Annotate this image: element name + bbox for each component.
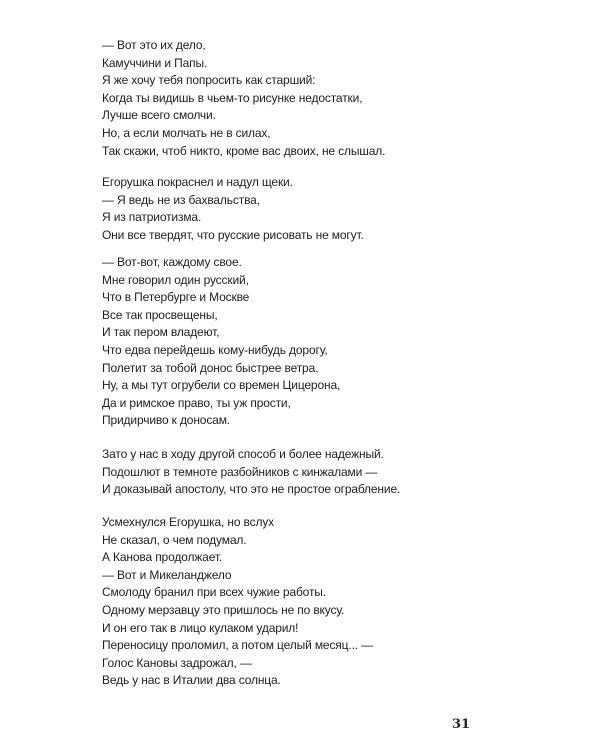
verse-line: Но, а если молчать не в силах, [102, 125, 271, 140]
verse-line: Что едва перейдешь кому-нибудь дорогу, [102, 342, 328, 357]
stanza [102, 514, 373, 690]
verse-line: — Вот это их дело, [102, 38, 206, 52]
verse-line: Придирчиво к доносам. [102, 413, 230, 428]
verse-line: Так скажи, чтоб никто, кроме вас двоих, не слышал. [102, 143, 386, 158]
page-number: 31 [452, 717, 471, 732]
verse-line: Егорушка покраснел и надул щеки. [102, 175, 293, 189]
verse-line: — Я ведь не из бахвальства, [102, 192, 260, 207]
verse-line: Голос Кановы задрожал, — [102, 655, 252, 670]
stanza [102, 254, 340, 430]
verse-line: Не сказал, о чем подумал. [102, 532, 247, 547]
stanza [102, 174, 364, 244]
verse-line: Все так просвещены, [102, 307, 218, 322]
verse-line: И он его так в лицо кулаком ударил! [102, 620, 299, 635]
verse-line: Они все твердят, что русские рисовать не могут. [102, 227, 364, 242]
verse-line: Переносицу проломил, а потом целый месяц... — [102, 638, 373, 653]
verse-line: Камуччини и Папы. [102, 55, 208, 70]
verse-line: Да и римское право, ты уж прости, [102, 395, 291, 410]
verse-line: И так пером владеют, [102, 325, 220, 340]
verse-line: Лучше всего смолчи. [102, 108, 216, 123]
verse-line: — Вот и Микеланджело [102, 567, 232, 582]
verse-line: Подошлют в темноте разбойников с кинжалами — [102, 464, 378, 479]
verse-line: Полетит за тобой донос быстрее ветра. [102, 360, 319, 375]
verse-line: Когда ты видишь в чьем-то рисунке недостатки, [102, 90, 363, 105]
verse-line: Ну, а мы тут огрубели со времен Цицерона, [102, 378, 341, 393]
verse-line: Одному мерзавцу это пришлось не по вкусу. [102, 602, 345, 617]
verse-line: Зато у нас в ходу другой способ и более надежный. [102, 447, 384, 461]
verse-line: Я из патриотизма. [102, 210, 202, 225]
verse-line: Мне говорил один русский, [102, 272, 249, 287]
verse-line: Смолоду бранил при всех чужие работы. [102, 585, 326, 600]
verse-line: Я же хочу тебя попросить как старший: [102, 73, 316, 88]
stanza [102, 37, 385, 160]
verse-line: Что в Петербурге и Москве [102, 290, 250, 305]
verse-line: И доказывай апостолу, что это не простое ограбление. [102, 482, 401, 497]
verse-line: Ведь у нас в Италии два солнца. [102, 673, 281, 688]
verse-line: — Вот-вот, каждому свое. [102, 255, 242, 269]
verse-line: А Канова продолжает. [102, 550, 223, 565]
stanza [102, 446, 400, 499]
verse-line: Усмехнулся Егорушка, но вслух [102, 515, 275, 529]
